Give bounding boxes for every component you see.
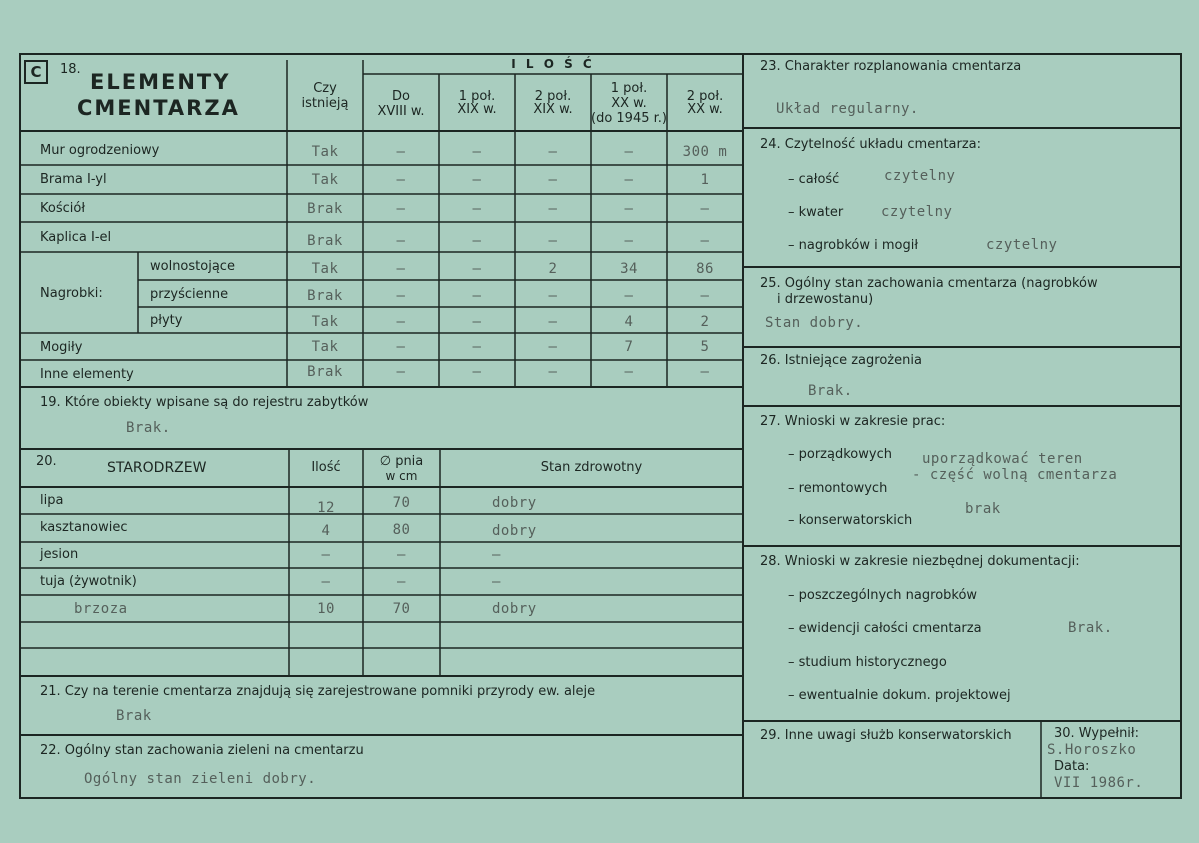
section-26-value: Brak.: [808, 383, 853, 399]
period-header-1-line1: Do: [392, 89, 410, 104]
value-przyscienne-p3: –: [548, 288, 558, 304]
value-mogily-p2: –: [472, 339, 482, 355]
value-wolnostojace-p2: –: [472, 261, 482, 277]
section-24-item-calosc: – całość: [788, 172, 840, 187]
value-kaplica-p4: –: [624, 233, 634, 249]
tree-diameter-jesion: –: [397, 547, 406, 563]
section-27-value-remontowych: - część wolną cmentarza: [912, 467, 1118, 483]
period-header-4-line1: 1 poł.: [610, 81, 648, 96]
value-mur-p4: –: [624, 144, 634, 160]
section-24-value-nagrobkow: czytelny: [986, 237, 1058, 253]
tree-species-tuja: tuja (żywotnik): [40, 574, 137, 589]
row-label-brama: Brama I-yl: [40, 172, 107, 187]
row-label-inne: Inne elementy: [40, 367, 134, 382]
section-23-value: Układ regularny.: [776, 101, 919, 117]
tree-health-lipa: dobry: [492, 495, 537, 511]
value-plyty-p2: –: [472, 314, 482, 330]
value-inne-p4: –: [624, 364, 634, 380]
value-brama-p4: –: [624, 172, 634, 188]
section-18-title-line2: CMENTARZA: [77, 96, 240, 120]
exists-kosciol: Brak: [307, 201, 343, 217]
tree-count-jesion: –: [321, 547, 331, 563]
tree-health-tuja: –: [492, 574, 501, 590]
section-29-label: 29. Inne uwagi służb konserwatorskich: [760, 728, 1012, 743]
value-inne-p3: –: [548, 364, 558, 380]
value-kosciol-p5: –: [700, 201, 710, 217]
section-21-label: 21. Czy na terenie cmentarza znajdują się zarejestrowane pomniki przyrody ew. aleje: [40, 684, 596, 699]
period-header-2-line1: 1 poł.: [458, 89, 496, 104]
tree-count-brzoza: 10: [317, 601, 335, 617]
section-27-label: 27. Wnioski w zakresie prac:: [760, 414, 946, 429]
section-26-label: 26. Istniejące zagrożenia: [760, 353, 922, 368]
col-header-diameter-line2: w cm: [385, 469, 418, 483]
value-inne-p2: –: [472, 364, 482, 380]
tree-species-lipa: lipa: [40, 493, 64, 508]
value-mogily-p4: 7: [624, 339, 634, 355]
col-header-health: Stan zdrowotny: [540, 460, 643, 475]
col-header-czy: Czy: [313, 81, 337, 96]
tree-count-kasztanowiec: 4: [321, 523, 331, 539]
row-label-nagrobki: Nagrobki:: [40, 286, 103, 301]
period-header-4-line3: (do 1945 r.): [591, 111, 667, 126]
tree-health-brzoza: dobry: [492, 601, 537, 617]
value-kaplica-p2: –: [472, 233, 482, 249]
section-25-value: Stan dobry.: [765, 315, 864, 331]
tree-species-kasztanowiec: kasztanowiec: [40, 520, 128, 535]
value-wolnostojace-p1: –: [396, 261, 406, 277]
row-label-plyty: płyty: [150, 313, 183, 328]
section-24-value-calosc: czytelny: [884, 168, 956, 184]
section-24-value-kwater: czytelny: [881, 204, 953, 220]
period-header-5-line2: XX w.: [687, 102, 723, 117]
tree-diameter-tuja: –: [397, 574, 406, 590]
value-mogily-p1: –: [396, 339, 406, 355]
value-plyty-p4: 4: [624, 314, 634, 330]
section-18-number: 18.: [60, 62, 81, 77]
value-mur-p5: 300 m: [682, 144, 728, 160]
section-30-date-label: Data:: [1054, 759, 1090, 774]
value-mur-p3: –: [548, 144, 558, 160]
section-25-label-line1: 25. Ogólny stan zachowania cmentarza (nagrobków: [760, 276, 1098, 291]
section-28-label: 28. Wnioski w zakresie niezbędnej dokumentacji:: [760, 554, 1080, 569]
section-28-item-ewidencji: – ewidencji całości cmentarza: [788, 621, 982, 636]
section-30-label: 30. Wypełnił:: [1054, 726, 1139, 741]
row-label-kosciol: Kościół: [40, 201, 86, 216]
exists-brama: Tak: [311, 172, 339, 188]
col-header-tree-count: Ilość: [311, 460, 341, 475]
exists-wolnostojace: Tak: [311, 261, 339, 277]
value-inne-p5: –: [700, 364, 710, 380]
tree-diameter-kasztanowiec: 80: [392, 522, 411, 538]
ilosc-header: I L O Ś Ć: [511, 57, 595, 71]
section-27-value-konserwatorskich: brak: [965, 501, 1001, 517]
value-kosciol-p4: –: [624, 201, 634, 217]
value-wolnostojace-p5: 86: [696, 261, 714, 277]
row-label-mogily: Mogiły: [40, 340, 83, 355]
tree-species-jesion: jesion: [40, 547, 79, 562]
row-label-kaplica: Kaplica I-el: [40, 230, 112, 245]
section-20-title: STARODRZEW: [107, 460, 207, 476]
section-30-name: S.Horoszko: [1047, 742, 1137, 758]
section-24-item-nagrobkow: – nagrobków i mogił: [788, 238, 919, 253]
exists-mur: Tak: [311, 144, 339, 160]
period-header-4-line2: XX w.: [611, 96, 647, 111]
value-wolnostojace-p4: 34: [620, 261, 638, 277]
section-19-value: Brak.: [126, 420, 171, 436]
value-mogily-p5: 5: [700, 339, 710, 355]
section-27-item-porzadkowych: – porządkowych: [788, 447, 892, 462]
exists-kaplica: Brak: [307, 233, 343, 249]
value-kaplica-p5: –: [700, 233, 710, 249]
period-header-5-line1: 2 poł.: [686, 89, 724, 104]
value-brama-p2: –: [472, 172, 482, 188]
period-header-2-line2: XIX w.: [457, 102, 497, 117]
exists-inne: Brak: [307, 364, 343, 380]
section-28-item-projektowej: – ewentualnie dokum. projektowej: [788, 688, 1011, 703]
section-20-number: 20.: [36, 454, 57, 469]
value-brama-p5: 1: [700, 172, 710, 188]
col-header-diameter-line1: ∅ pnia: [379, 454, 424, 469]
value-kaplica-p1: –: [396, 233, 406, 249]
tree-diameter-brzoza: 70: [392, 601, 411, 617]
section-25-label-line2: i drzewostanu): [777, 292, 874, 307]
row-label-mur: Mur ogrodzeniowy: [40, 143, 160, 158]
tree-diameter-lipa: 70: [392, 495, 411, 511]
exists-mogily: Tak: [311, 339, 339, 355]
tree-count-lipa: 12: [317, 500, 335, 516]
section-18-title-line1: ELEMENTY: [90, 70, 231, 94]
value-inne-p1: –: [396, 364, 406, 380]
section-27-item-remontowych: – remontowych: [788, 481, 888, 496]
section-24-label: 24. Czytelność układu cmentarza:: [760, 137, 982, 152]
value-przyscienne-p4: –: [624, 288, 634, 304]
value-kosciol-p1: –: [396, 201, 406, 217]
section-22-label: 22. Ogólny stan zachowania zieleni na cmentarzu: [40, 743, 364, 758]
card-letter-box: C: [24, 60, 48, 84]
tree-health-jesion: –: [492, 547, 501, 563]
section-28-item-nagrobkow: – poszczególnych nagrobków: [788, 588, 978, 603]
row-label-wolnostojace: wolnostojące: [150, 259, 235, 274]
section-22-value: Ogólny stan zieleni dobry.: [84, 771, 317, 787]
tree-health-kasztanowiec: dobry: [492, 523, 537, 539]
section-19-label: 19. Które obiekty wpisane są do rejestru zabytków: [40, 395, 369, 410]
section-27-item-konserwatorskich: – konserwatorskich: [788, 513, 913, 528]
period-header-1-line2: XVIII w.: [377, 104, 425, 119]
value-kaplica-p3: –: [548, 233, 558, 249]
value-kosciol-p2: –: [472, 201, 482, 217]
col-header-istnieja: istnieją: [301, 96, 349, 111]
tree-count-tuja: –: [321, 574, 331, 590]
row-label-przyscienne: przyścienne: [150, 287, 229, 302]
value-brama-p3: –: [548, 172, 558, 188]
section-24-item-kwater: – kwater: [788, 205, 844, 220]
tree-species-brzoza: brzoza: [74, 601, 128, 617]
value-plyty-p1: –: [396, 314, 406, 330]
exists-przyscienne: Brak: [307, 288, 343, 304]
section-21-value: Brak: [116, 708, 152, 724]
value-plyty-p5: 2: [700, 314, 710, 330]
value-plyty-p3: –: [548, 314, 558, 330]
value-mogily-p3: –: [548, 339, 558, 355]
section-28-item-studium: – studium historycznego: [788, 655, 947, 670]
section-23-label: 23. Charakter rozplanowania cmentarza: [760, 59, 1022, 74]
value-mur-p1: –: [396, 144, 406, 160]
value-mur-p2: –: [472, 144, 482, 160]
value-przyscienne-p2: –: [472, 288, 482, 304]
section-28-value: Brak.: [1068, 620, 1113, 636]
section-27-value-porzadkowych: uporządkować teren: [922, 451, 1083, 467]
period-header-3-line2: XIX w.: [533, 102, 573, 117]
exists-plyty: Tak: [311, 314, 339, 330]
section-30-date: VII 1986r.: [1054, 775, 1144, 791]
value-wolnostojace-p3: 2: [548, 261, 558, 277]
value-brama-p1: –: [396, 172, 406, 188]
value-przyscienne-p5: –: [700, 288, 710, 304]
value-przyscienne-p1: –: [396, 288, 406, 304]
period-header-3-line1: 2 poł.: [534, 89, 572, 104]
value-kosciol-p3: –: [548, 201, 558, 217]
